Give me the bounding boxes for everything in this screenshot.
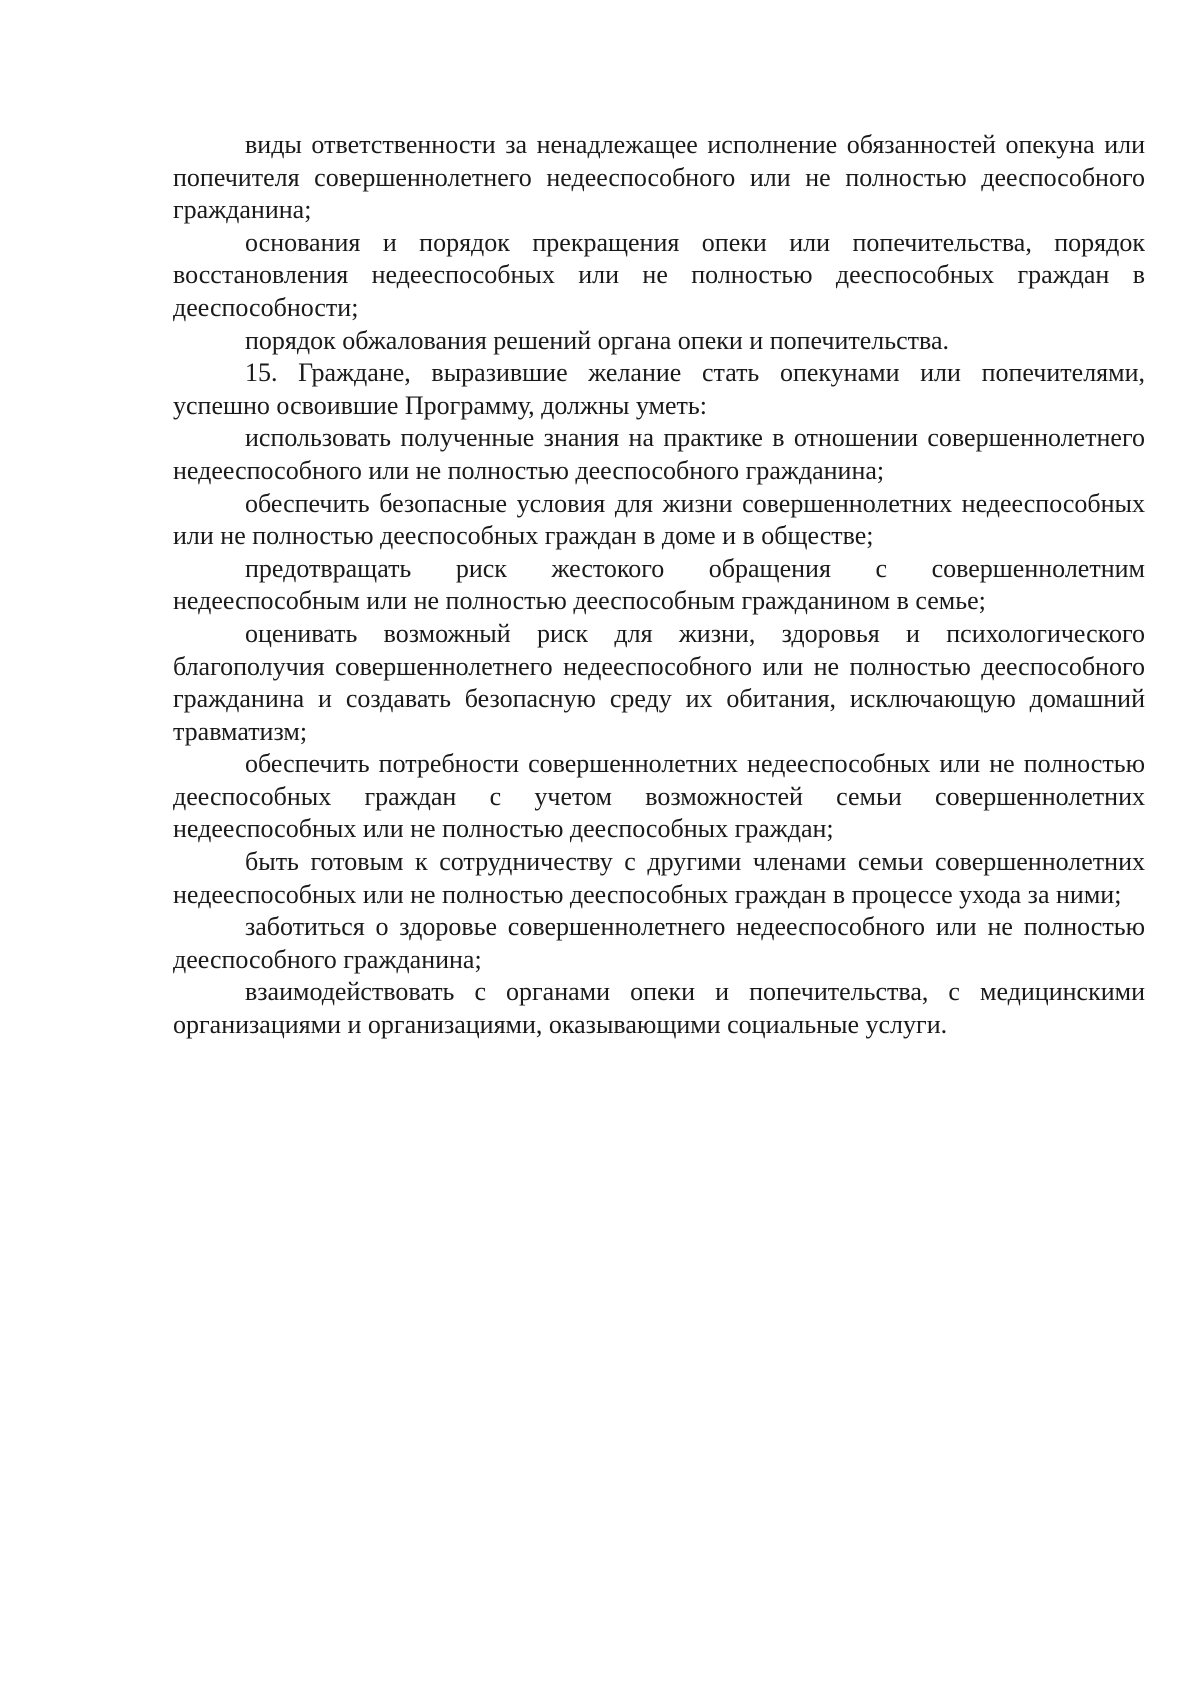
document-body	[173, 129, 1145, 1042]
paragraph-appeal-procedure: порядок обжалования решений органа опеки и попечительства.	[245, 325, 950, 355]
paragraph-meet-needs: обеспечить потребности совершеннолетних недееспособных или не полностью дееспособных граждан с учетом возможностей семьи совершеннолетних недееспособных или не полностью дееспособных граждан;	[173, 749, 1145, 844]
paragraph-assess-risk: оценивать возможный риск для жизни, здоровья и психологического благополучия совершеннолетнего недееспособного или не полностью дееспособного гражданина и создавать безопасную среду их обитания, исключающую домашний травматизм;	[173, 618, 1145, 746]
paragraph-safe-conditions: обеспечить безопасные условия для жизни совершеннолетних недееспособных или не полностью дееспособных граждан в доме и в обществе;	[173, 488, 1145, 551]
paragraph-cooperation: быть готовым к сотрудничеству с другими членами семьи совершеннолетних недееспособных или не полностью дееспособных граждан в процессе ухода за ними;	[173, 847, 1145, 909]
paragraph-termination-grounds: основания и порядок прекращения опеки или попечительства, порядок восстановления недееспособных или не полностью дееспособных граждан в дееспособности;	[173, 227, 1145, 322]
paragraph-liability-types: виды ответственности за ненадлежащее исполнение обязанностей опекуна или попечителя совершеннолетнего недееспособного или не полностью дееспособного гражданина;	[173, 130, 1145, 225]
paragraph-health-care: заботиться о здоровье совершеннолетнего недееспособного или не полностью дееспособного гражданина;	[173, 912, 1145, 974]
paragraph-apply-knowledge: использовать полученные знания на практике в отношении совершеннолетнего недееспособного или не полностью дееспособного гражданина;	[173, 423, 1145, 485]
paragraph-prevent-abuse: предотвращать риск жестокого обращения с совершеннолетним недееспособным или не полностью дееспособным гражданином в семье;	[173, 553, 1145, 616]
paragraph-interaction: взаимодействовать с органами опеки и попечительства, с медицинскими организациями и организациями, оказывающими социальные услуги.	[173, 977, 1145, 1040]
paragraph-section-15: 15. Граждане, выразившие желание стать опекунами или попечителями, успешно освоившие Программу, должны уметь:	[173, 358, 1145, 420]
